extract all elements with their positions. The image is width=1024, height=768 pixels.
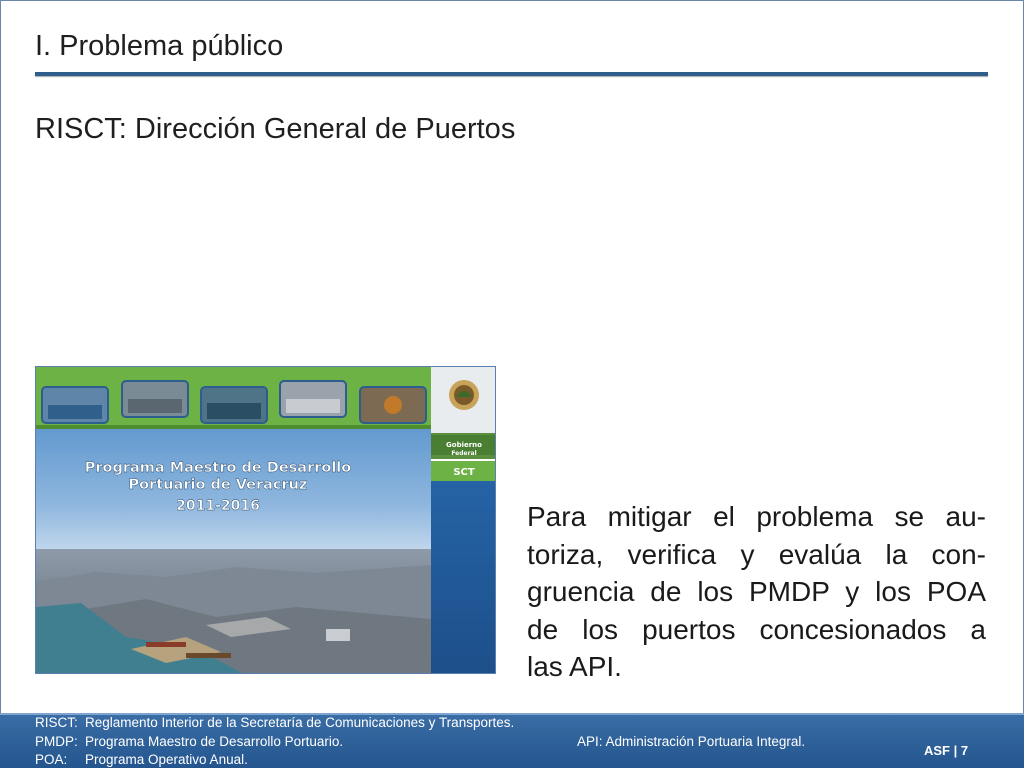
gov-line1: Gobierno [446,441,482,449]
program-cover-image [35,366,496,674]
footnote-risct [35,715,514,730]
mexico-seal-icon [449,380,479,410]
footnote-abbr: RISCT: [35,715,78,730]
body-line: Para mitigar el problema se au- [527,501,986,532]
cover-heading-line2: Portuario de Veracruz [128,477,308,493]
slide-subtitle: RISCT: Dirección General de Puertos [35,113,516,145]
footnote-pmdp [35,734,343,749]
gov-line2: Federal [451,450,477,457]
body-line: de los puertos concesionados a [527,613,986,645]
body-line: toriza, verifica y evalúa la con- [527,538,986,570]
body-line: gruencia de los PMDP y los POA [527,576,986,607]
footnote-abbr: POA: [35,752,68,767]
page-number-label: ASF | 7 [924,743,969,758]
body-paragraph [527,498,986,686]
footnote-abbr: PMDP: [35,734,78,749]
footer-bar [0,713,1024,768]
body-line: las API. [527,651,622,682]
title-divider [35,72,988,76]
cover-years: 2011-2016 [176,498,260,514]
cover-heading-line1: Programa Maestro de Desarrollo [84,460,352,476]
footnote-text: Programa Operativo Anual. [85,752,248,767]
footnote-text: Reglamento Interior de la Secretaría de Comunicaciones y Transportes. [85,715,515,730]
agency-label: SCT [453,467,475,478]
footnote-poa [35,752,248,767]
footnote-api: API: Administración Portuaria Integral. [577,734,806,749]
slide-title: I. Problema público [35,30,284,62]
footnote-text: Programa Maestro de Desarrollo Portuario. [85,734,344,749]
